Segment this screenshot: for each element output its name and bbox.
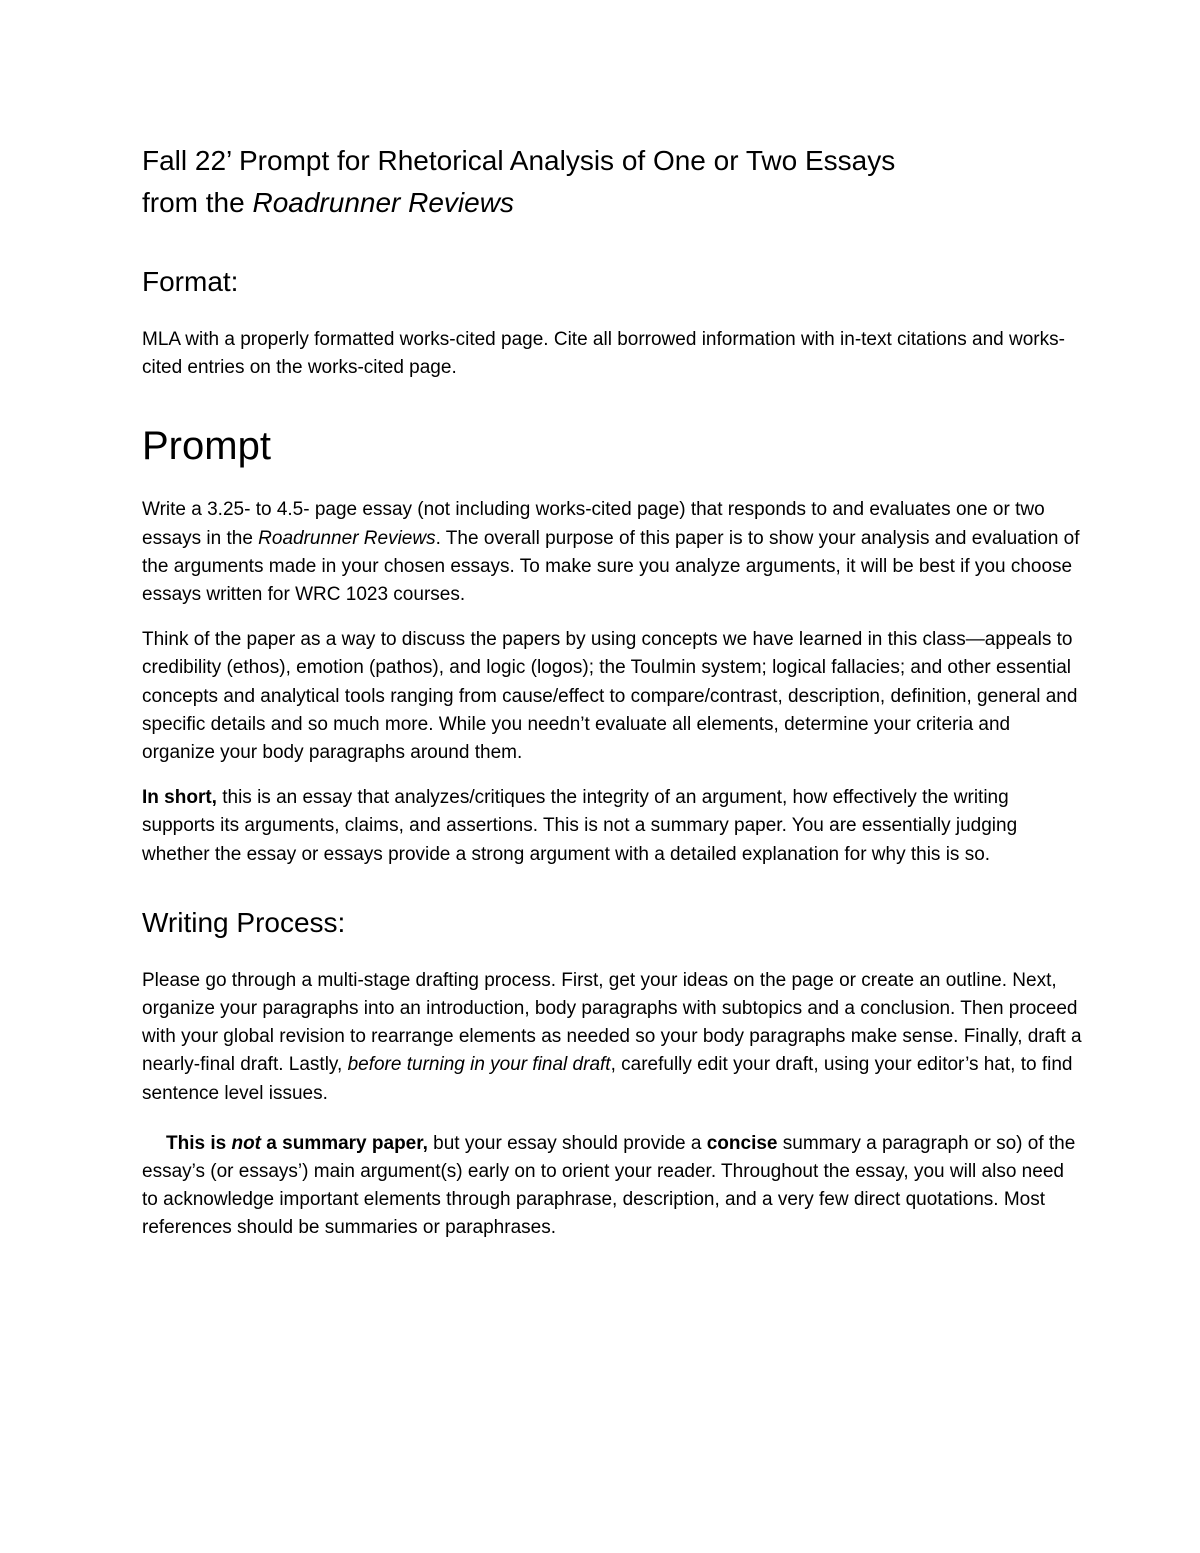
format-paragraph: MLA with a properly formatted works-cited page. Cite all borrowed information with in-text citations and works-cited entries on the works-cited page. [142,329,1065,379]
title-line-2 [142,182,1082,224]
wp-p2-bold-2: a summary paper, [261,1132,428,1154]
wp-p1-italic-phrase: before turning in your final draft [347,1054,611,1076]
wp-p2-bold-concise: concise [706,1132,778,1154]
title-line-1: Fall 22’ Prompt for Rhetorical Analysis of One or Two Essays [142,145,896,176]
title-line-2-prefix: from the [142,187,253,218]
writing-process-paragraph-1 [142,967,1082,1108]
document-title [142,140,1082,224]
prompt-paragraph-3 [142,784,1082,869]
prompt-paragraph-2: Think of the paper as a way to discuss the papers by using concepts we have learned in this class—appeals to credibility (ethos), emotion (pathos), and logic (logos); the Toulmin system; logical fallacies; and other essential concepts and analytical tools ranging from cause/effect to compare/contrast, description, definition, general and specific details and so much more. While you needn’t evaluate all elements, determine your criteria and organize your body paragraphs around them. [142,629,1078,764]
prompt-p3-bold-lead: In short, [142,787,217,809]
document-content [142,140,1082,1243]
writing-process-paragraph-2 [142,1130,1082,1243]
wp-p2-text-rest: summary a paragraph or so) of the essay’s (or essays’) main argument(s) early on to orient your reader. Throughout the essay, you will also need to acknowledge important elements through paraphrase, description, and a very few direct quotations. Most references should be summaries or paraphrases. [142,1132,1076,1239]
wp-p2-text-mid: but your essay should provide a [427,1132,707,1154]
prompt-heading: Prompt [142,424,271,469]
prompt-p1-text-b: . The overall purpose of this paper is to show your analysis and evaluation of the arguments made in your chosen essays. To make sure you analyze arguments, it will be best if you choose essays written for WRC 1023 courses. [142,527,1080,606]
writing-process-heading: Writing Process: [142,906,346,938]
prompt-p1-text-a: Write a 3.25- to 4.5- page essay (not including works-cited page) that responds to and evaluates one or two essays in the [142,499,1045,549]
wp-p1-text-b: , carefully edit your draft, using your editor’s hat, to find sentence level issues. [142,1054,1073,1104]
prompt-p3-text: this is an essay that analyzes/critiques the integrity of an argument, how effectively the writing supports its arguments, claims, and assertions. This is not a summary paper. You are essentially judging whether the essay or essays provide a strong argument with a detailed explanation for why this is so. [142,787,1018,865]
title-publication-name: Roadrunner Reviews [252,187,514,218]
prompt-p1-publication-name: Roadrunner Reviews [258,527,436,549]
wp-p2-bold-italic: not [231,1132,262,1154]
prompt-paragraph-1 [142,496,1082,609]
wp-p2-bold-1: This is [166,1132,232,1154]
wp-p1-text-a: Please go through a multi-stage drafting process. First, get your ideas on the page or create an outline. Next, organize your paragraphs into an introduction, body paragraphs with subtopics and a conclusion. Then proceed with your global revision to rearrange elements as needed so your body paragraphs make sense. Finally, draft a nearly-final draft. Lastly, [142,969,1082,1076]
format-heading: Format: [142,266,239,297]
